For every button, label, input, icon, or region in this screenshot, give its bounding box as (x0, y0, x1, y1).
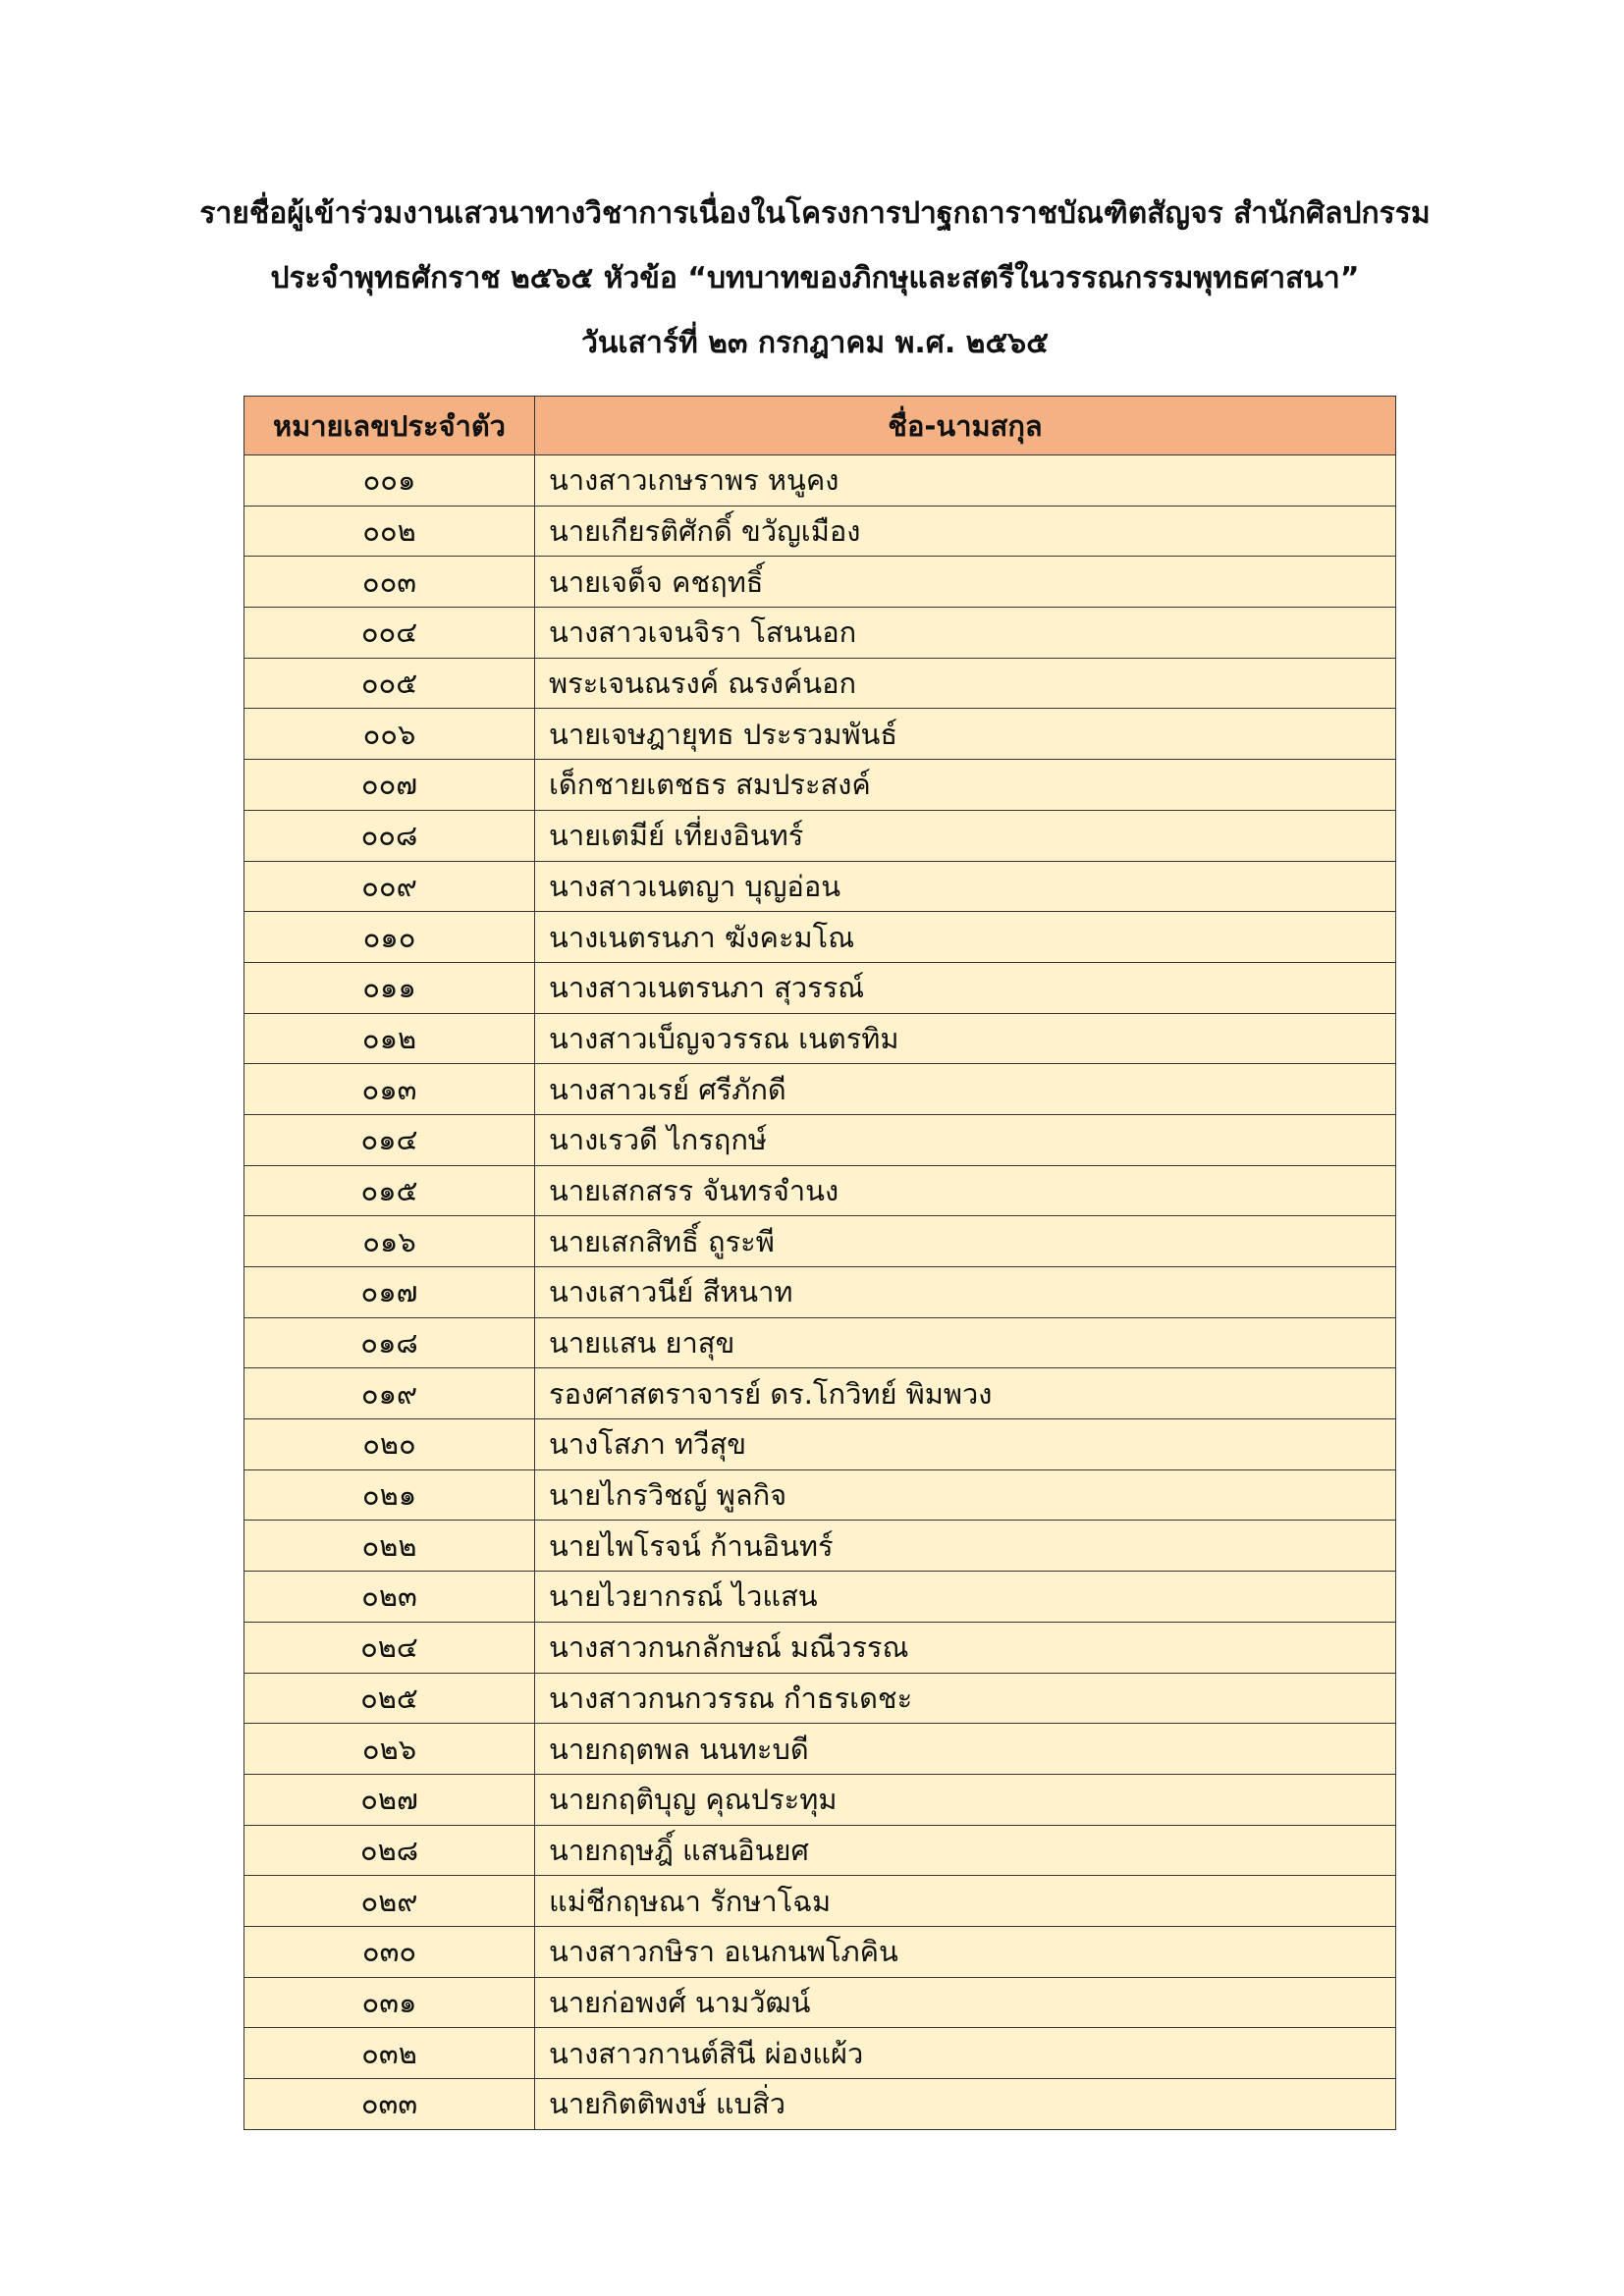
table-row (244, 1216, 1396, 1267)
participant-table (244, 396, 1396, 2130)
table-row (244, 1673, 1396, 1724)
participant-id: ๐๒๑ (244, 1469, 535, 1521)
participant-id: ๐๓๑ (244, 1977, 535, 2028)
participant-id: ๐๐๗ (244, 760, 535, 811)
participant-name: นายไกรวิชญ์ พูลกิจ (535, 1469, 1396, 1521)
table-header-row (244, 397, 1396, 455)
table-row (244, 1165, 1396, 1216)
participant-name: นางเนตรนภา ฆังคะมโณ (535, 912, 1396, 963)
table-row (244, 658, 1396, 709)
participant-name: นางสาวเนตญา บุญอ่อน (535, 861, 1396, 912)
participant-id: ๐๑๖ (244, 1216, 535, 1267)
table-row (244, 1064, 1396, 1115)
document-heading (147, 182, 1483, 376)
participant-id: ๐๐๕ (244, 658, 535, 709)
participant-name: นายเสกสิทธิ์ ถูระพี (535, 1216, 1396, 1267)
participant-name: นายเจษฎายุทธ ประรวมพันธ์ (535, 709, 1396, 760)
participant-name: รองศาสตราจารย์ ดร.โกวิทย์ พิมพวง (535, 1368, 1396, 1419)
participant-name: นายไพโรจน์ ก้านอินทร์ (535, 1521, 1396, 1572)
participant-name: นายแสน ยาสุข (535, 1317, 1396, 1368)
participant-id: ๐๒๐ (244, 1419, 535, 1470)
participant-name: นายเจด็จ คชฤทธิ์ (535, 557, 1396, 608)
table-row (244, 455, 1396, 507)
participant-id: ๐๑๒ (244, 1013, 535, 1064)
heading-line-2: ประจำพุทธศักราช ๒๕๖๕ หัวข้อ “บทบาทของภิกษุและสตรีในวรรณกรรมพุทธศาสนา” (270, 261, 1360, 295)
table-row (244, 2079, 1396, 2130)
participant-id: ๐๐๔ (244, 608, 535, 659)
participant-id: ๐๑๙ (244, 1368, 535, 1419)
participant-id: ๐๒๒ (244, 1521, 535, 1572)
participant-id: ๐๐๘ (244, 810, 535, 861)
participant-name: พระเจนณรงค์ ณรงค์นอก (535, 658, 1396, 709)
table-row (244, 1622, 1396, 1673)
participant-name: แม่ชีกฤษณา รักษาโฉม (535, 1876, 1396, 1927)
participant-name: นายกฤติบุญ คุณประทุม (535, 1774, 1396, 1825)
participant-name: นางสาวเรย์ ศรีภักดี (535, 1064, 1396, 1115)
participant-name: นางสาวกนกวรรณ กำธรเดชะ (535, 1673, 1396, 1724)
participant-name: นางเรวดี ไกรฤกษ์ (535, 1114, 1396, 1165)
table-row (244, 1977, 1396, 2028)
table-row (244, 1419, 1396, 1470)
heading-line-1: รายชื่อผู้เข้าร่วมงานเสวนาทางวิชาการเนื่องในโครงการปาฐกถาราชบัณฑิตสัญจร สำนักศิลปกรรม (199, 196, 1431, 231)
participant-id: ๐๒๕ (244, 1673, 535, 1724)
table-row (244, 1825, 1396, 1876)
table-row (244, 557, 1396, 608)
participant-id: ๐๒๘ (244, 1825, 535, 1876)
table-row (244, 1114, 1396, 1165)
table-row (244, 1469, 1396, 1521)
participant-id: ๐๑๘ (244, 1317, 535, 1368)
participant-name: นางสาวกษิรา อเนกนพโภคิน (535, 1926, 1396, 1977)
participant-id: ๐๐๙ (244, 861, 535, 912)
table-row (244, 2028, 1396, 2079)
table-row (244, 861, 1396, 912)
table-body (244, 455, 1396, 2130)
table-row (244, 760, 1396, 811)
participant-id: ๐๒๔ (244, 1622, 535, 1673)
table-row (244, 1368, 1396, 1419)
participant-id: ๐๒๓ (244, 1572, 535, 1623)
table-row (244, 1013, 1396, 1064)
participant-id: ๐๑๐ (244, 912, 535, 963)
participant-id: ๐๓๒ (244, 2028, 535, 2079)
participant-id: ๐๑๕ (244, 1165, 535, 1216)
participant-name: นายกิตติพงษ์ แบสิ่ว (535, 2079, 1396, 2130)
table-row (244, 1724, 1396, 1775)
participant-name: นายเกียรติศักดิ์ ขวัญเมือง (535, 506, 1396, 557)
header-full-name: ชื่อ-นามสกุล (535, 397, 1396, 455)
participant-id: ๐๐๖ (244, 709, 535, 760)
table-row (244, 810, 1396, 861)
table-row (244, 1572, 1396, 1623)
participant-id: ๐๑๗ (244, 1267, 535, 1318)
table-row (244, 1876, 1396, 1927)
table-row (244, 1317, 1396, 1368)
participant-name: นายไวยากรณ์ ไวแสน (535, 1572, 1396, 1623)
participant-id: ๐๐๓ (244, 557, 535, 608)
table-row (244, 506, 1396, 557)
table-row (244, 962, 1396, 1013)
participant-id: ๐๒๗ (244, 1774, 535, 1825)
participant-id: ๐๐๒ (244, 506, 535, 557)
table-row (244, 1521, 1396, 1572)
participant-name: นางโสภา ทวีสุข (535, 1419, 1396, 1470)
participant-name: เด็กชายเตชธร สมประสงค์ (535, 760, 1396, 811)
participant-id: ๐๐๑ (244, 455, 535, 507)
participant-name: นายเสกสรร จันทรจำนง (535, 1165, 1396, 1216)
participant-name: นางสาวกานต์สินี ผ่องแผ้ว (535, 2028, 1396, 2079)
table-row (244, 1774, 1396, 1825)
participant-name: นางสาวกนกลักษณ์ มณีวรรณ (535, 1622, 1396, 1673)
heading-line-3: วันเสาร์ที่ ๒๓ กรกฎาคม พ.ศ. ๒๕๖๕ (581, 326, 1049, 360)
participant-name: นายกฤษฎิ์ แสนอินยศ (535, 1825, 1396, 1876)
table-row (244, 709, 1396, 760)
table-row (244, 912, 1396, 963)
participant-id: ๐๑๓ (244, 1064, 535, 1115)
participant-name: นางสาวเนตรนภา สุวรรณ์ (535, 962, 1396, 1013)
table-row (244, 1926, 1396, 1977)
participant-name: นางเสาวนีย์ สีหนาท (535, 1267, 1396, 1318)
participant-name: นางสาวเจนจิรา โสนนอก (535, 608, 1396, 659)
participant-name: นายเตมีย์ เที่ยงอินทร์ (535, 810, 1396, 861)
participant-id: ๐๒๙ (244, 1876, 535, 1927)
participant-id: ๐๑๔ (244, 1114, 535, 1165)
header-id-number: หมายเลขประจำตัว (244, 397, 535, 455)
table-row (244, 1267, 1396, 1318)
participant-name: นางสาวเกษราพร หนูคง (535, 455, 1396, 507)
participant-id: ๐๒๖ (244, 1724, 535, 1775)
participant-id: ๐๓๓ (244, 2079, 535, 2130)
participant-id: ๐๓๐ (244, 1926, 535, 1977)
participant-id: ๐๑๑ (244, 962, 535, 1013)
participant-name: นางสาวเบ็ญจวรรณ เนตรทิม (535, 1013, 1396, 1064)
participant-name: นายก่อพงศ์ นามวัฒน์ (535, 1977, 1396, 2028)
participant-name: นายกฤตพล นนทะบดี (535, 1724, 1396, 1775)
table-row (244, 608, 1396, 659)
